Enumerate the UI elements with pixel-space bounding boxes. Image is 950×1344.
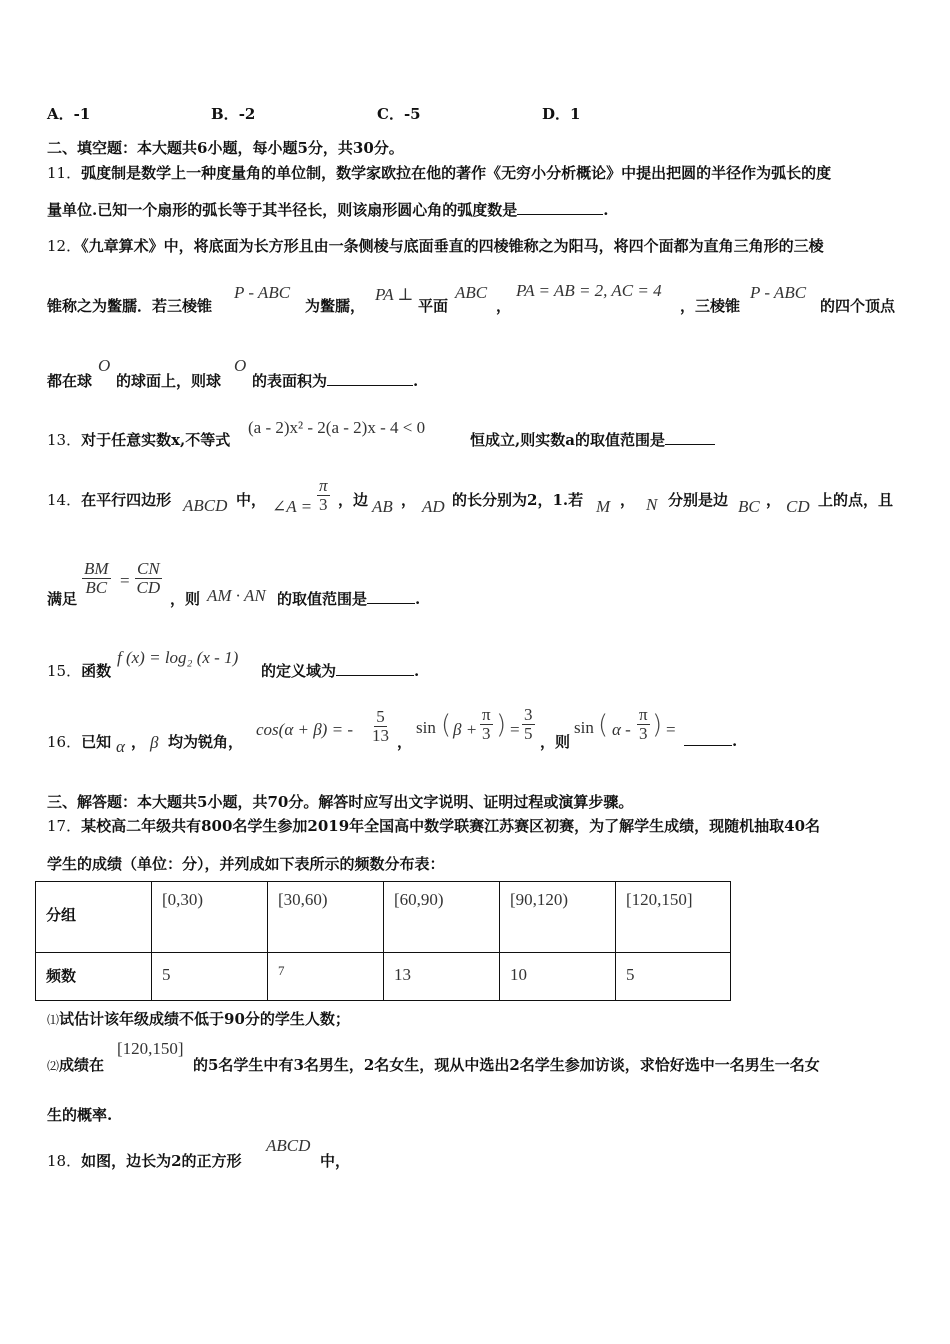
answer-blank[interactable] (684, 731, 732, 746)
q16-t4: ， (397, 733, 413, 751)
q17-line1: 17．某校高二年级共有800名学生参加2019年全国高中数学联赛江苏赛区初赛，为了解学生成绩，现随机抽取40名 (47, 817, 821, 835)
q12-t8: 的球面上，则球 (116, 372, 222, 390)
q14-m3: AD (422, 497, 445, 516)
q17-part2-pre: ⑵成绩在 (47, 1056, 105, 1074)
q12-t4: ， (496, 297, 512, 315)
section2-header: 二、填空题：本大题共6小题，每小题5分，共30分。 (47, 139, 404, 157)
answer-blank[interactable] (327, 371, 413, 386)
q12-m7: O (234, 356, 247, 375)
table-cell: [90,120) (500, 882, 616, 953)
q16-sin2: sin (574, 718, 594, 737)
answer-blank[interactable] (336, 661, 414, 676)
q12-t2: 为鳖臑， (305, 297, 366, 315)
table-row (36, 882, 731, 953)
q16-t3: 均为锐角， (168, 733, 244, 751)
q15-t1: 15．函数 (47, 662, 112, 680)
q16-t2: ， (131, 733, 147, 751)
q14-m4: M (596, 497, 611, 516)
table-cell: 7 (268, 953, 384, 1001)
q18-m1: ABCD (266, 1136, 311, 1155)
q14-angle-frac: $\frac{\pi}{3}$ (319, 476, 328, 514)
q16-sin1-lparen: ( (441, 710, 452, 740)
q16-m1: α (116, 737, 125, 756)
q12-m6: O (98, 356, 111, 375)
q16-sin1-rparen: ) (496, 710, 507, 740)
q16-cos: cos(α + β) = - (256, 720, 353, 739)
table-cell: 5 (616, 953, 731, 1001)
q17-line2: 学生的成绩（单位：分），并列成如下表所示的频数分布表： (47, 855, 445, 873)
q16-sin2-rparen: ) (652, 710, 663, 740)
q14-angle: ∠A = (272, 497, 313, 516)
q14-m1: ABCD (183, 496, 228, 515)
q14-t3: ，边 (338, 491, 369, 509)
q14-eq: = (120, 571, 130, 590)
table-cell: 10 (500, 953, 616, 1001)
q14-t6: ， (620, 491, 636, 509)
table-cell: 13 (384, 953, 500, 1001)
q12-t1: 锥称之为鳖臑．若三棱锥 (47, 297, 213, 315)
q15-expr: f (x) = log₂ (x - 1) (117, 648, 239, 667)
option-b: B．-2 (211, 105, 256, 123)
option-d: D．1 (542, 105, 581, 123)
q15-t2: 的定义域为 . (261, 662, 420, 680)
q14-t4: ， (401, 491, 417, 509)
q16-cos-frac: $\frac{5}{13}$ (372, 707, 389, 745)
table-cell: [60,90) (384, 882, 500, 953)
q12-t9: 的表面积为 . (252, 372, 419, 390)
q14-frac1: $\frac{BM}{BC}$ (84, 559, 109, 597)
q16-t5: ，则 (540, 733, 571, 751)
q14-m2: AB (372, 497, 393, 516)
q12-m3: ABC (455, 283, 488, 302)
q12-m4: PA = AB = 2, AC = 4 (516, 281, 662, 300)
table-cell-label: 分组 (36, 882, 152, 953)
q14-t9: 上的点，且 (818, 491, 894, 509)
q12-t6: 的四个顶点 (820, 297, 896, 315)
q11-line1: 11．弧度制是数学上一种度量角的单位制，数学家欧拉在他的著作《无穷小分析概论》中提出把圆的半径作为弧长的度 (47, 164, 832, 182)
table-cell: 5 (152, 953, 268, 1001)
q14-t7: 分别是边 (668, 491, 729, 509)
q14-t12: 的取值范围是 . (277, 590, 421, 608)
q14-t2: 中， (236, 491, 267, 509)
q12-t3: 平面 (418, 297, 449, 315)
q17-part2-interval: [120,150] (117, 1039, 184, 1058)
q12-t7: 都在球 (47, 372, 93, 390)
q12-m1: P - ABC (234, 283, 291, 302)
option-c: C．-5 (377, 105, 421, 123)
q14-m5: N (646, 495, 658, 514)
q12-m2: PA ⊥ (375, 285, 414, 304)
q14-t5: 的长分别为2，1.若 (452, 491, 584, 509)
q14-t11: ，则 (170, 590, 201, 608)
q16-sin1-frac: $\frac{3}{5}$ (524, 705, 533, 743)
q16-sin2-pi: $\frac{\pi}{3}$ (639, 705, 648, 743)
q17-part2-text: 的5名学生中有3名男生，2名女生，现从中选出2名学生参加访谈，求恰好选中一名男生一名女 (193, 1056, 820, 1074)
frequency-table (35, 881, 731, 1001)
table-cell: [0,30) (152, 882, 268, 953)
q14-m7: CD (786, 497, 810, 516)
table-cell-label: 频数 (36, 953, 152, 1001)
table-cell: [30,60) (268, 882, 384, 953)
q16-answer: . (684, 731, 737, 750)
table-cell: [120,150] (616, 882, 731, 953)
q16-sin1-pi: $\frac{\pi}{3}$ (482, 705, 491, 743)
table-row (36, 953, 731, 1001)
q14-t10: 满足 (47, 590, 78, 608)
q13-t1: 13．对于任意实数x,不等式 (47, 431, 231, 449)
q13-t2: 恒成立,则实数a的取值范围是 (470, 429, 715, 450)
q16-m2: β (150, 733, 159, 752)
option-a: A．-1 (47, 105, 91, 123)
q14-t1: 14．在平行四边形 (47, 491, 172, 509)
q17-part2-line2: 生的概率. (47, 1106, 113, 1124)
answer-blank[interactable] (517, 200, 603, 215)
q16-sin1-eq: = (510, 720, 520, 739)
q16-sin2-lparen: ( (598, 710, 609, 740)
q12-t5: ，三棱锥 (680, 297, 741, 315)
section3-header: 三、解答题：本大题共5小题，共70分。解答时应写出文字说明、证明过程或演算步骤。 (47, 793, 634, 811)
q14-m6: BC (738, 497, 760, 516)
q11-line2: 量单位.已知一个扇形的弧长等于其半径长，则该扇形圆心角的弧度数是 . (47, 201, 609, 219)
q18-t1: 18．如图，边长为2的正方形 (47, 1152, 242, 1170)
q13-expr: (a - 2)x² - 2(a - 2)x - 4 < 0 (248, 418, 426, 437)
q16-sin2-eq: = (666, 720, 676, 739)
q14-m8: AM · AN (207, 586, 266, 605)
q14-t8: ， (766, 491, 782, 509)
q18-t2: 中， (320, 1152, 351, 1170)
answer-blank[interactable] (367, 589, 415, 604)
answer-blank[interactable] (665, 430, 715, 445)
q17-part1: ⑴试估计该年级成绩不低于90分的学生人数； (47, 1010, 350, 1028)
q16-sin2-arg: α - (612, 720, 631, 739)
q16-sin1-arg: β + (453, 720, 478, 739)
q12-line1: 12．《九章算术》中，将底面为长方形且由一条侧棱与底面垂直的四棱锥称之为阳马，将四个面都为直角三角形的三棱 (47, 237, 824, 255)
q16-t1: 16．已知 (47, 733, 112, 751)
q16-sin1: sin (416, 718, 436, 737)
q12-m5: P - ABC (750, 283, 807, 302)
q14-frac2: $\frac{CN}{CD}$ (136, 559, 161, 597)
